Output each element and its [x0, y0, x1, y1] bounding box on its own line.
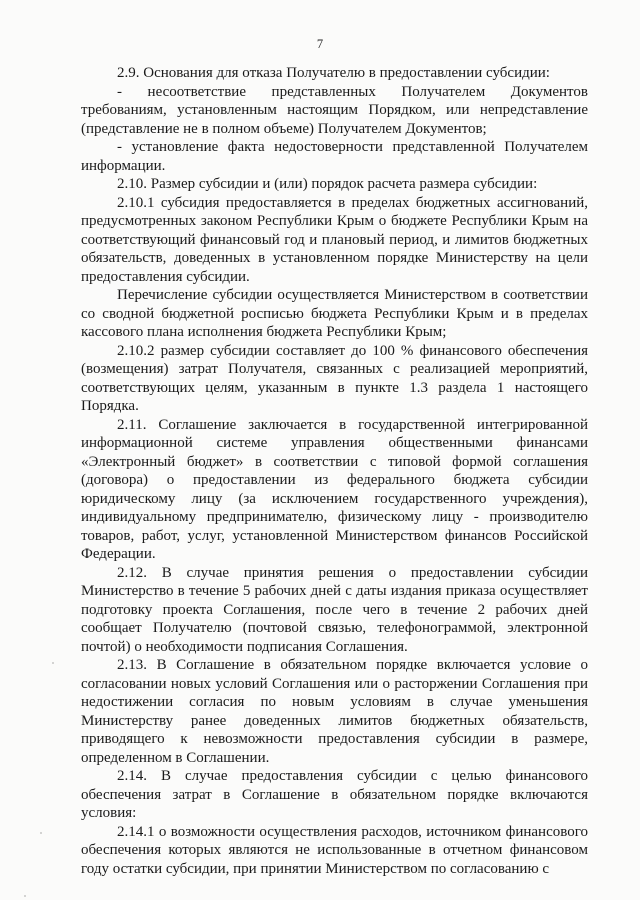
scan-artifact: [52, 662, 54, 664]
page-number: 7: [316, 37, 324, 51]
scan-artifact: [40, 832, 42, 834]
scan-artifact: [24, 895, 26, 897]
paragraph-2-10-1: 2.10.1 субсидия предоставляется в пределах бюджетных ассигнований, предусмотренных законом Республики Крым о бюджете Республики Крым на соответствующий финансовый год и плановый период, и лимитов бюджетных обязательств, доведенных в установленном порядке Министерству на цели предоставления субсидии.: [81, 194, 588, 285]
paragraph-2-12: 2.12. В случае принятия решения о предоставлении субсидии Министерство в течение 5 рабочих дней с даты издания приказа осуществляет подготовку проекта Соглашения, после чего в течение 2 рабочих дней сообщает Получателю (почтовой связью, телефонограммой, электронной почтой) о необходимости подписания Соглашения.: [81, 564, 588, 655]
paragraph-2-13: 2.13. В Соглашение в обязательном порядке включается условие о согласовании новых условий Соглашения или о расторжении Соглашения при недостижении согласия по новым условиям в случае уменьшения Министерству ранее доведенных лимитов бюджетных обязательств, приводящего к невозможности предоставления субсидии в размере, определенном в Соглашении.: [81, 657, 588, 766]
paragraph-2-10: 2.10. Размер субсидии и (или) порядок расчета размера субсидии:: [117, 176, 538, 192]
paragraph-2-9-refusal-ground-2: - установление факта недостоверности представленной Получателем информации.: [81, 139, 588, 174]
paragraph-2-10-2: 2.10.2 размер субсидии составляет до 100 % финансового обеспечения (возмещения) затрат Получателя, связанных с реализацией мероприятий, соответствующих целям, указанным в пункте 1.3 раздела 1 настоящего Порядка.: [81, 342, 588, 414]
paragraph-2-9-refusal-ground-1: - несоответствие представленных Получателем Документов требованиям, установленным настоящим Порядком, или непредставление (представление не в полном объеме) Получателем Документов;: [81, 83, 588, 137]
document-body: [81, 64, 588, 878]
paragraph-2-14: 2.14. В случае предоставления субсидии с целью финансового обеспечения затрат в Соглашение в обязательном порядке включаются условия:: [81, 768, 588, 821]
paragraph-2-9: 2.9. Основания для отказа Получателю в предоставлении субсидии:: [117, 65, 550, 81]
paragraph-subsidy-transfer: Перечисление субсидии осуществляется Министерством в соответствии со сводной бюджетной росписью бюджета Республики Крым и в пределах кассового плана исполнения бюджета Республики Крым;: [81, 287, 588, 340]
paragraph-2-14-1: 2.14.1 о возможности осуществления расходов, источником финансового обеспечения которых являются не использованные в отчетном финансовом году остатки субсидии, при принятии Министерством по согласованию с: [81, 823, 588, 877]
paragraph-2-11: 2.11. Соглашение заключается в государственной интегрированной информационной системе управления общественными финансами «Электронный бюджет» в соответствии с типовой формой соглашения (договора) о предоставлении из федерального бюджета субсидии юридическому лицу (за исключением государственного учреждения), индивидуальному предпринимателю, физическому лицу - производителю товаров, работ, услуг, установленной Министерством финансов Российской Федерации.: [81, 416, 588, 562]
